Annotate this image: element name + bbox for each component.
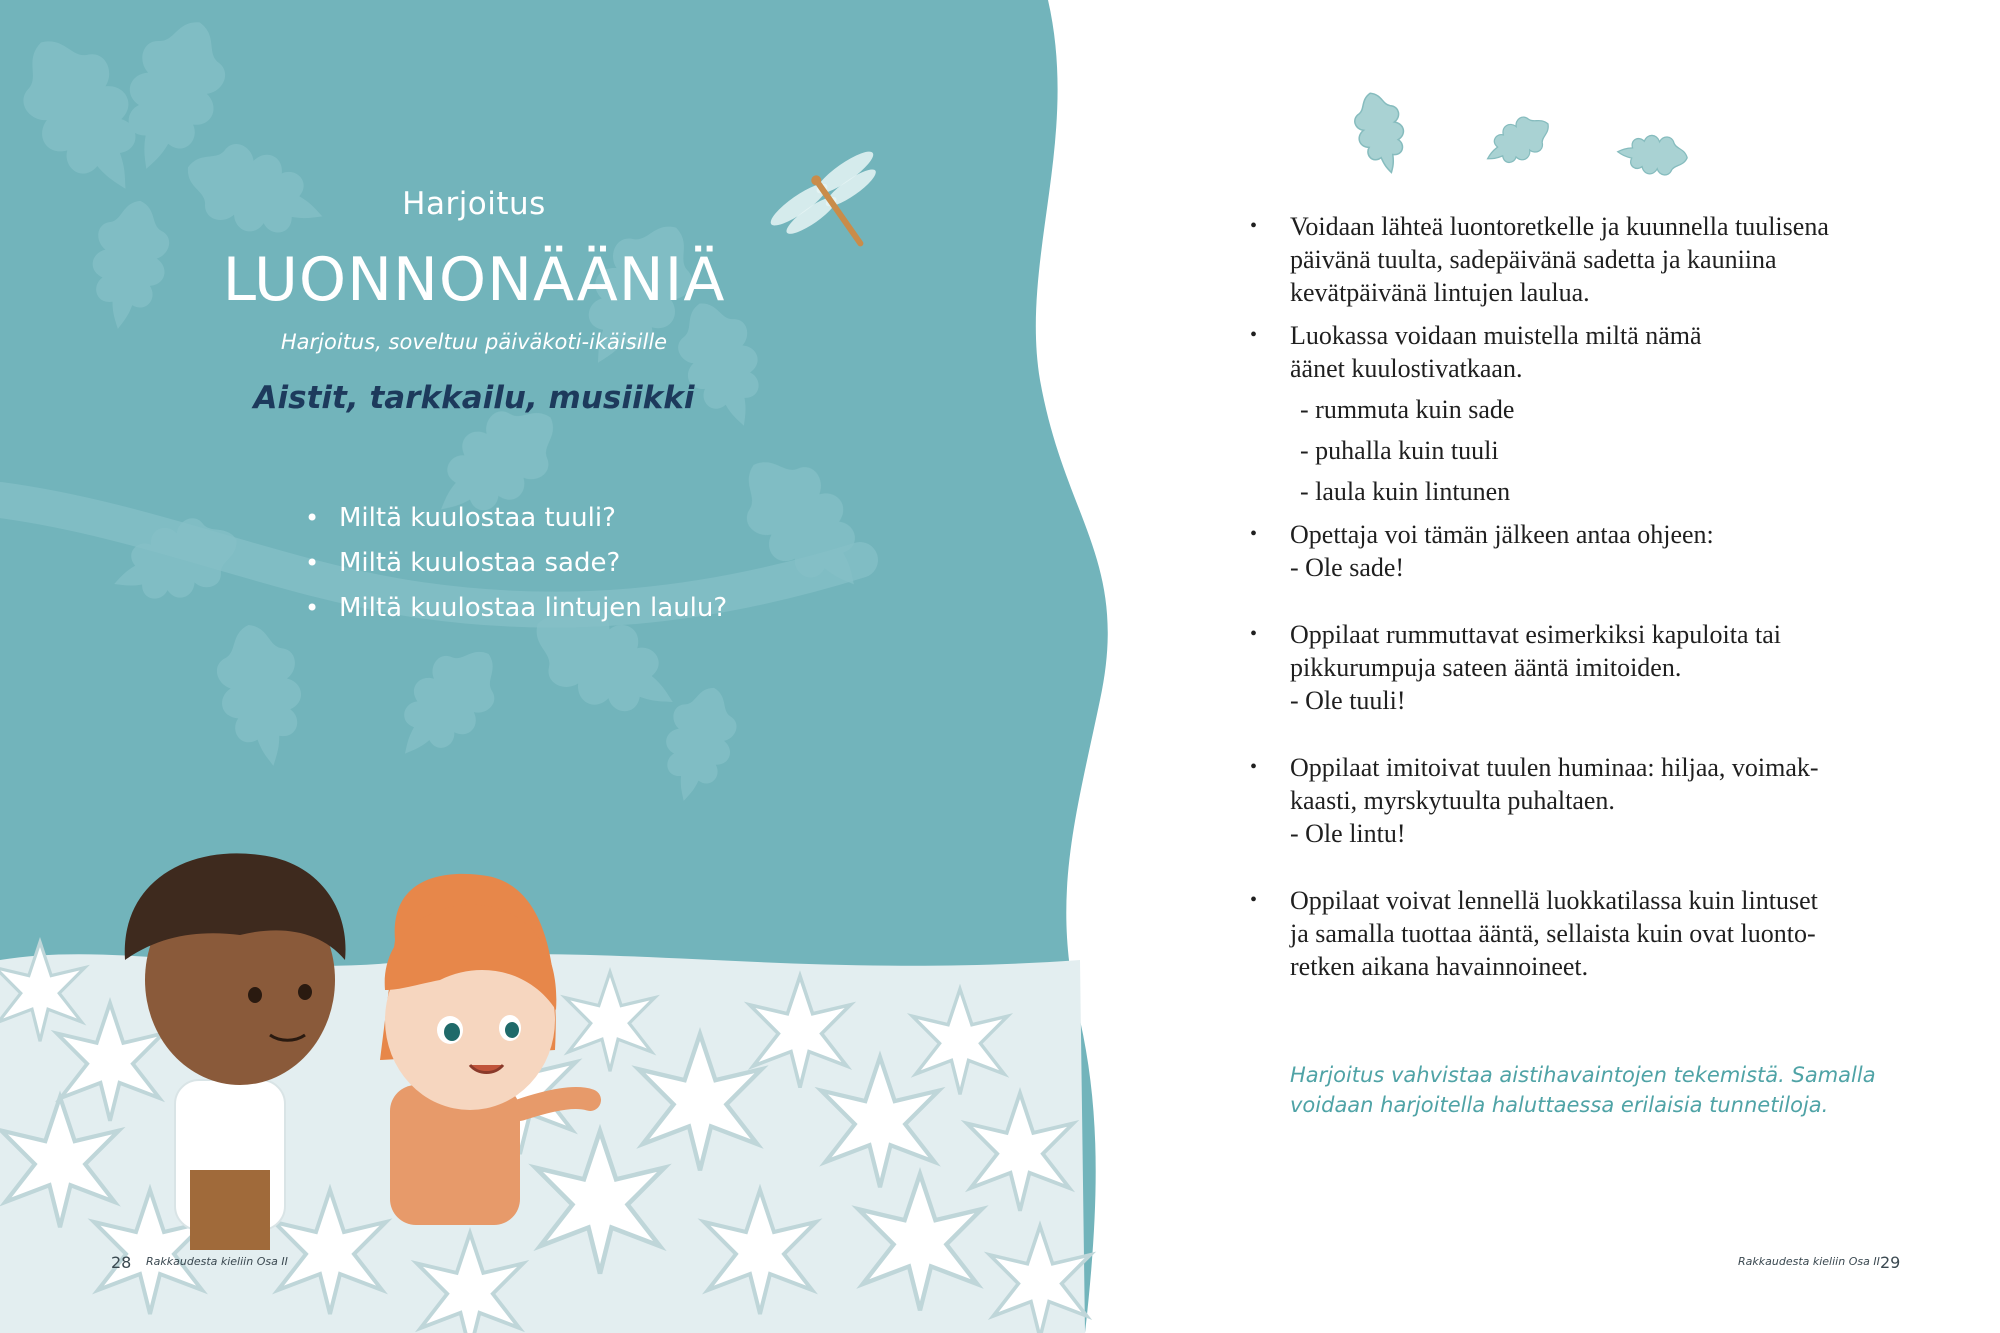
leaf-decoration: [1340, 85, 1720, 185]
text-line: retken aikana havainnoineet.: [1290, 952, 1589, 981]
bullet: •: [1250, 324, 1258, 346]
list-item: [1250, 884, 1890, 983]
text-line: päivänä tuulta, sadepäivänä sadetta ja kauniina: [1290, 245, 1777, 274]
page-number-left: 28: [111, 1253, 132, 1272]
sub-item: - laula kuin lintunen: [1300, 477, 1511, 506]
bullet: •: [1250, 756, 1258, 778]
footer-right: Rakkaudesta kieliin Osa II: [1738, 1255, 1880, 1268]
text-line: kevätpäivänä lintujen laulua.: [1290, 278, 1590, 307]
list-item: • Miltä kuulostaa tuuli?: [305, 496, 727, 541]
text-line: Luokassa voidaan muistella miltä nämä: [1290, 321, 1702, 350]
list-item: [1250, 319, 1890, 508]
list-item: • Miltä kuulostaa sade?: [305, 541, 727, 586]
page-tagline: Aistit, tarkkailu, musiikki: [253, 380, 695, 416]
text-line: Voidaan lähteä luontoretkelle ja kuunnella tuulisena: [1290, 212, 1829, 241]
note-line: voidaan harjoitella haluttaessa erilaisia tunnetiloja.: [1290, 1093, 1829, 1117]
bullet: •: [1250, 215, 1258, 237]
list-item: [1250, 618, 1890, 717]
text-line: Opettaja voi tämän jälkeen antaa ohjeen:: [1290, 520, 1714, 549]
list-item: [1250, 751, 1890, 850]
text-line: pikkurumpuja sateen ääntä imitoiden.: [1290, 653, 1682, 682]
oak-leaf-icon: [1478, 107, 1558, 175]
bullet: •: [1250, 623, 1258, 645]
text-line: Oppilaat voivat lennellä luokkatilassa kuin lintuset: [1290, 886, 1818, 915]
list-item: • Miltä kuulostaa lintujen laulu?: [305, 586, 727, 631]
note-line: Harjoitus vahvistaa aistihavaintojen tekemistä. Samalla: [1290, 1063, 1876, 1087]
sub-item: - puhalla kuin tuuli: [1300, 436, 1499, 465]
text-line: Oppilaat rummuttavat esimerkiksi kapuloita tai: [1290, 620, 1781, 649]
question-list: [305, 496, 727, 631]
page-number-right: 29: [1880, 1253, 1901, 1272]
exercise-kicker: Harjoitus: [402, 186, 546, 222]
oak-leaf-icon: [1348, 87, 1413, 178]
bullet: •: [1250, 889, 1258, 911]
page-subtitle: Harjoitus, soveltuu päiväkoti-ikäisille: [280, 330, 668, 354]
list-item: [1250, 518, 1890, 584]
text-line: kaasti, myrskytuulta puhaltaen.: [1290, 786, 1615, 815]
list-item: [1250, 210, 1890, 309]
text-line: - Ole tuuli!: [1290, 686, 1406, 715]
instruction-list: [1250, 210, 1890, 983]
text-line: äänet kuulostivatkaan.: [1290, 354, 1523, 383]
teacher-note: [1290, 1060, 1910, 1120]
page-title: LUONNONÄÄNIÄ: [222, 245, 726, 315]
sub-item: - rummuta kuin sade: [1300, 395, 1515, 424]
text-line: Oppilaat imitoivat tuulen huminaa: hiljaa, voimak-: [1290, 753, 1819, 782]
footer-left: Rakkaudesta kieliin Osa II: [146, 1255, 288, 1268]
oak-leaf-icon: [1616, 133, 1689, 177]
bullet: •: [1250, 523, 1258, 545]
text-line: ja samalla tuottaa ääntä, sellaista kuin ovat luonto-: [1290, 919, 1816, 948]
text-line: - Ole lintu!: [1290, 819, 1406, 848]
text-line: - Ole sade!: [1290, 553, 1405, 582]
